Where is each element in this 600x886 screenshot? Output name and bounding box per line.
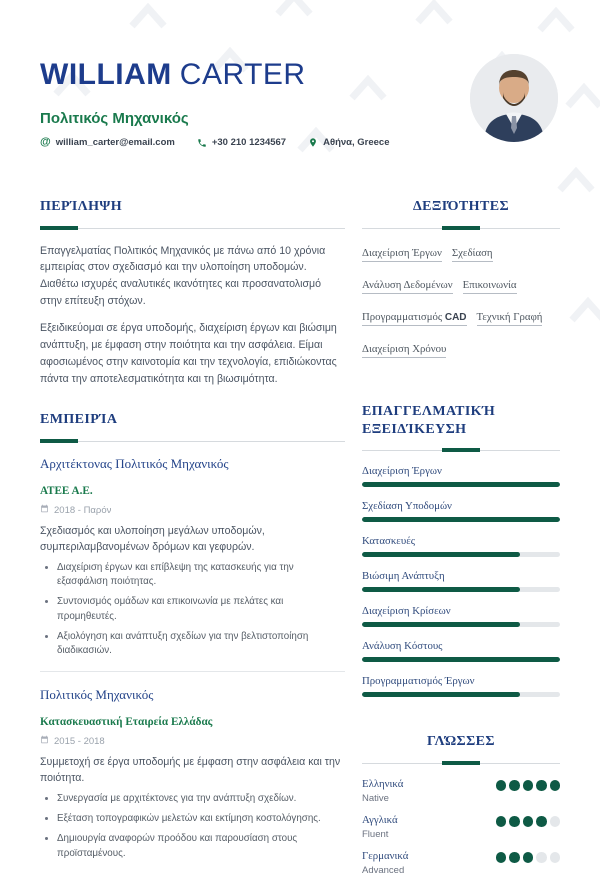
phone-icon xyxy=(197,138,207,148)
language-row xyxy=(362,778,560,804)
calendar-icon xyxy=(40,504,49,516)
job-bullet: • Διαχείριση έργων και επίβλεψη της κατασκευής για την εξασφάλιση ποιότητας. xyxy=(57,561,345,589)
language-dots xyxy=(496,852,561,863)
job-bullet-list xyxy=(40,792,345,861)
last-name: CARTER xyxy=(179,58,306,92)
expertise-bar-item xyxy=(362,570,560,592)
expertise-bar-fill xyxy=(362,622,520,627)
expertise-bar-fill xyxy=(362,517,560,522)
expertise-bar-fill xyxy=(362,482,560,487)
job-bullet-list xyxy=(40,561,345,658)
expertise-bar-item xyxy=(362,675,560,697)
header xyxy=(40,60,560,160)
expertise-bar-track xyxy=(362,517,560,522)
language-dot-filled xyxy=(523,780,534,791)
language-level: Advanced xyxy=(362,865,405,877)
contact-phone xyxy=(197,137,286,148)
expertise-bar-track xyxy=(362,622,560,627)
expertise-bar-fill xyxy=(362,587,520,592)
job-bullet: • Δημιουργία αναφορών προόδου και παρουσίαση στους προϊσταμένους. xyxy=(57,832,345,860)
skill-tag: Προγραμματισμός CAD xyxy=(362,311,467,326)
expertise-bar-fill xyxy=(362,657,560,662)
language-row xyxy=(362,814,560,840)
language-dot-filled xyxy=(523,816,534,827)
expertise-bar-label: Βιώσιμη Ανάπτυξη xyxy=(362,570,445,583)
summary-paragraph: Επαγγελματίας Πολιτικός Μηχανικός με πάνω από 10 χρόνια εμπειρίας στον σχεδιασμό και την υλοποίηση υποδομών. Διαθέτω ισχυρές αναλυτικές ικανότητες και προσανατολισμό στην επίτευξη στόχων. xyxy=(40,244,326,307)
job-entry xyxy=(40,687,345,861)
expertise-bar-item xyxy=(362,640,560,662)
calendar-icon xyxy=(40,735,49,747)
job-title: Πολιτικός Μηχανικός xyxy=(40,687,154,703)
language-dot-filled xyxy=(536,816,547,827)
job-entry xyxy=(40,456,345,658)
contact-row xyxy=(40,137,560,148)
job-description: Συμμετοχή σε έργα υποδομής με έμφαση στην ασφάλεια και την ποιότητα. xyxy=(40,756,341,785)
expertise-bar-track xyxy=(362,552,560,557)
expertise-bar-item xyxy=(362,605,560,627)
section-expertise xyxy=(362,403,560,698)
skill-tag: Διαχείριση Χρόνου xyxy=(362,343,446,358)
language-name: Ελληνικά xyxy=(362,778,404,791)
language-dot-empty xyxy=(550,852,561,863)
language-level: Fluent xyxy=(362,829,389,841)
job-bullet: • Συντονισμός ομάδων και επικοινωνία με πελάτες και προμηθευτές. xyxy=(57,595,345,623)
skill-tag: Τεχνική Γραφή xyxy=(477,311,543,326)
expertise-bar-label: Σχεδίαση Υποδομών xyxy=(362,500,452,513)
right-column xyxy=(362,186,560,886)
language-labels xyxy=(362,850,408,876)
location-pin-icon xyxy=(308,137,318,148)
section-divider xyxy=(40,228,345,229)
section-divider xyxy=(362,228,560,229)
expertise-bar-fill xyxy=(362,552,520,557)
skills-tag-list xyxy=(362,243,560,371)
job-bullet: • Συνεργασία με αρχιτέκτονες για την ανάπτυξη σχεδίων. xyxy=(57,792,345,806)
profile-photo xyxy=(470,54,558,142)
columns xyxy=(40,186,560,886)
skill-tag: Ανάλυση Δεδομένων xyxy=(362,279,453,294)
language-dots xyxy=(496,816,561,827)
job-period-text: 2018 - Παρόν xyxy=(54,504,112,516)
email-icon: @ xyxy=(40,136,51,149)
expertise-bar-track xyxy=(362,482,560,487)
section-divider xyxy=(362,763,560,764)
experience-heading: ΕΜΠΕΙΡΊΑ xyxy=(40,412,118,428)
job-title: Αρχιτέκτονας Πολιτικός Μηχανικός xyxy=(40,456,229,472)
job-divider xyxy=(40,671,345,672)
experience-job-list xyxy=(40,456,345,861)
expertise-bar-item xyxy=(362,465,560,487)
contact-location-text: Αθήνα, Greece xyxy=(323,137,390,149)
job-description: Σχεδιασμός και υλοποίηση μεγάλων υποδομών, συμπεριλαμβανομένων δρόμων και γεφυρών. xyxy=(40,525,265,554)
contact-location xyxy=(308,137,389,148)
contact-email xyxy=(40,137,175,148)
section-experience xyxy=(40,411,345,860)
job-period xyxy=(40,735,345,747)
language-dot-empty xyxy=(550,816,561,827)
summary-paragraph: Εξειδικεύομαι σε έργα υποδομής, διαχείριση έργων και βιώσιμη ανάπτυξη, με έμφαση στην ποιότητα και την ασφάλεια. Είμαι αφοσιωμένος στην καινοτομία και την τεχνολογία, επιδιώκοντας πάντα την αποτελεσματικότητα και τη βιωσιμότητα. xyxy=(40,322,337,385)
expertise-bar-track xyxy=(362,657,560,662)
language-name: Γερμανικά xyxy=(362,850,409,863)
skills-heading: ΔΕΞΙΌΤΗΤΕΣ xyxy=(413,198,509,214)
job-company: Κατασκευαστική Εταιρεία Ελλάδας xyxy=(40,716,213,729)
left-column xyxy=(40,186,345,886)
language-row xyxy=(362,850,560,876)
expertise-bar-label: Διαχείριση Κρίσεων xyxy=(362,605,451,618)
language-dots xyxy=(496,780,561,791)
job-period-text: 2015 - 2018 xyxy=(54,735,105,747)
section-skills xyxy=(362,198,560,371)
job-company: ΑΤΕΕ Α.Ε. xyxy=(40,485,93,498)
job-period xyxy=(40,504,345,516)
skill-tag: Διαχείριση Έργων xyxy=(362,247,442,262)
expertise-bar-track xyxy=(362,587,560,592)
language-dot-empty xyxy=(536,852,547,863)
expertise-bar-list xyxy=(362,465,560,697)
section-summary xyxy=(40,198,345,388)
section-divider xyxy=(40,441,345,442)
expertise-bar-item xyxy=(362,535,560,557)
language-dot-filled xyxy=(550,780,561,791)
language-labels xyxy=(362,778,403,804)
first-name: WILLIAM xyxy=(40,58,172,92)
language-labels xyxy=(362,814,398,840)
job-bullet: • Αξιολόγηση και ανάπτυξη σχεδίων για την βελτιστοποίηση διαδικασιών. xyxy=(57,630,345,658)
language-dot-filled xyxy=(523,852,534,863)
languages-heading: ΓΛΏΣΣΕΣ xyxy=(427,734,495,750)
language-dot-filled xyxy=(496,780,507,791)
language-dot-filled xyxy=(509,852,520,863)
expertise-heading: ΕΠΑΓΓΕΛΜΑΤΙΚΉ ΕΞΕΙΔΊΚΕΥΣΗ xyxy=(362,403,496,437)
language-dot-filled xyxy=(496,852,507,863)
expertise-bar-label: Διαχείριση Έργων xyxy=(362,465,442,478)
expertise-bar-label: Κατασκευές xyxy=(362,535,415,548)
skill-tag: Επικοινωνία xyxy=(463,279,517,294)
expertise-bar-fill xyxy=(362,692,520,697)
language-list xyxy=(362,778,560,876)
section-divider xyxy=(362,450,560,451)
language-dot-filled xyxy=(509,780,520,791)
language-name: Αγγλικά xyxy=(362,814,398,827)
person-title: Πολιτικός Μηχανικός xyxy=(40,110,189,128)
expertise-bar-track xyxy=(362,692,560,697)
language-dot-filled xyxy=(509,816,520,827)
contact-email-text: william_carter@email.com xyxy=(55,137,175,149)
language-level: Native xyxy=(362,793,389,805)
contact-phone-text: +30 210 1234567 xyxy=(211,137,287,149)
skill-tag: Σχεδίαση xyxy=(452,247,493,262)
summary-heading: ΠΕΡΊΛΗΨΗ xyxy=(40,198,123,214)
language-dot-filled xyxy=(496,816,507,827)
language-dot-filled xyxy=(536,780,547,791)
expertise-bar-label: Ανάλυση Κόστους xyxy=(362,640,443,653)
expertise-bar-item xyxy=(362,500,560,522)
expertise-bar-label: Προγραμματισμός Έργων xyxy=(362,675,475,688)
job-bullet: • Εξέταση τοπογραφικών μελετών και εκτίμηση κοστολόγησης. xyxy=(57,812,345,826)
section-languages xyxy=(362,733,560,876)
